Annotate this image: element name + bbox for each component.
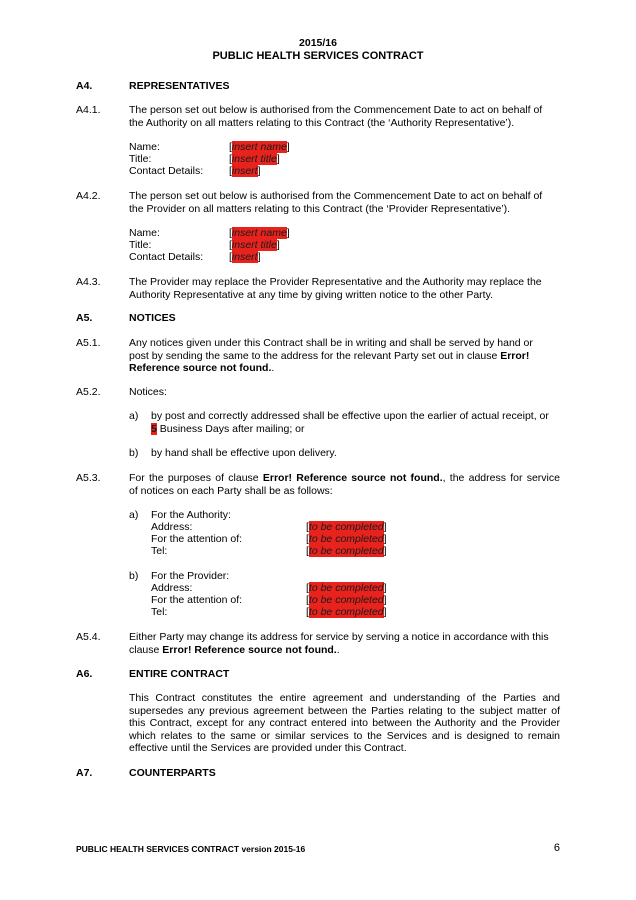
text-run: For the purposes of clause — [129, 472, 259, 484]
page-title: PUBLIC HEALTH SERVICES CONTRACT — [212, 50, 424, 62]
text-line: effective until the Services are provided under this Contract. — [129, 742, 407, 755]
placeholder-highlight: insert — [231, 251, 258, 263]
text-line — [129, 644, 560, 657]
field-label: Address: — [151, 582, 193, 594]
placeholder-highlight: 5 — [151, 422, 157, 435]
placeholder-highlight: insert title — [231, 153, 277, 165]
clause-text — [129, 631, 560, 656]
clause-text — [129, 104, 560, 129]
text-run: . — [336, 643, 340, 656]
placeholder-field: [insert name] — [229, 141, 290, 153]
placeholder-field: [to be completed] — [306, 606, 387, 618]
list-marker: a) — [129, 509, 139, 521]
field-label: Name: — [129, 141, 160, 153]
text-line: The person set out below is authorised from the Commencement Date to act on behalf of — [129, 104, 543, 116]
text-line: the Authority on all matters relating to this Contract (the ‘Authority Representative’). — [129, 116, 515, 129]
placeholder-field: [to be completed] — [306, 521, 387, 533]
text-line: The Provider may replace the Provider Representative and the Authority may replace the — [129, 276, 542, 288]
text-line — [129, 362, 560, 375]
clause-text — [129, 337, 560, 375]
cross-reference-error: Error! — [500, 349, 530, 362]
placeholder-field: [insert] — [229, 251, 261, 263]
footer-text: PUBLIC HEALTH SERVICES CONTRACT version 2015-16 — [76, 844, 306, 854]
list-item: by hand shall be effective upon delivery. — [151, 447, 337, 459]
text-line: the Provider on all matters relating to this Contract (the ‘Provider Representative’). — [129, 202, 511, 215]
text-run: clause — [129, 643, 160, 656]
clause-number: A5.3. — [76, 472, 101, 484]
clause-number: A5.1. — [76, 337, 101, 349]
placeholder-field: [insert title] — [229, 153, 280, 165]
text-line: Any notices given under this Contract shall be in writing and shall be served by hand or — [129, 337, 533, 349]
placeholder-field: [to be completed] — [306, 533, 387, 545]
text-line: The person set out below is authorised from the Commencement Date to act on behalf of — [129, 190, 543, 202]
clause-number: A4.3. — [76, 276, 101, 288]
party-heading: For the Provider: — [151, 570, 230, 582]
header-year: 2015/16 — [299, 37, 337, 49]
placeholder-field: [insert] — [229, 165, 261, 177]
text-line: supersedes any previous agreement between the Parties relating to the subject matter of — [129, 704, 560, 717]
section-number: A6. — [76, 668, 93, 680]
text-line: by post and correctly addressed shall be effective upon the earlier of actual receipt, or — [151, 410, 549, 422]
text-run: post by sending the same to the address for the relevant Party set out in clause — [129, 349, 498, 362]
placeholder-highlight: insert name — [231, 227, 287, 239]
list-item — [151, 410, 560, 435]
placeholder-field: [to be completed] — [306, 582, 387, 594]
list-marker: b) — [129, 570, 139, 582]
section-number: A4. — [76, 80, 93, 92]
section-number: A7. — [76, 767, 93, 779]
section-number: A5. — [76, 312, 93, 324]
text-line: of notices on each Party shall be as follows: — [129, 484, 333, 497]
section-heading: ENTIRE CONTRACT — [129, 668, 230, 680]
section-heading: COUNTERPARTS — [129, 767, 216, 779]
clause-text — [129, 472, 560, 497]
field-label: Tel: — [151, 545, 168, 557]
placeholder-highlight: to be completed — [308, 594, 384, 606]
text-run: Business Days after mailing; or — [156, 422, 305, 435]
text-line — [151, 423, 560, 436]
field-label: Name: — [129, 227, 160, 239]
text-line — [129, 472, 560, 485]
placeholder-highlight: insert name — [231, 141, 287, 153]
page-number: 6 — [553, 842, 560, 854]
field-label: Title: — [129, 153, 152, 165]
field-label: For the attention of: — [151, 594, 243, 606]
field-label: Tel: — [151, 606, 168, 618]
text-line: Authority Representative at any time by giving written notice to the other Party. — [129, 288, 493, 301]
clause-text: Notices: — [129, 386, 167, 398]
text-line: which relates to the same or similar services to the Services and is designed to remain — [129, 729, 560, 742]
clause-text — [129, 692, 560, 755]
cross-reference-error: Reference source not found. — [129, 362, 272, 375]
clause-text — [129, 190, 560, 215]
field-label: Contact Details: — [129, 165, 204, 177]
placeholder-highlight: insert title — [231, 239, 277, 251]
placeholder-field: [insert title] — [229, 239, 280, 251]
cross-reference-error: Error! Reference source not found. — [262, 472, 443, 484]
text-run: , the address for service — [442, 472, 560, 484]
placeholder-field: [insert name] — [229, 227, 290, 239]
list-marker: b) — [129, 447, 139, 459]
section-heading: NOTICES — [129, 312, 176, 324]
placeholder-field: [to be completed] — [306, 545, 387, 557]
placeholder-highlight: to be completed — [308, 533, 384, 545]
party-heading: For the Authority: — [151, 509, 231, 521]
clause-text — [129, 276, 560, 301]
text-line: This Contract constitutes the entire agreement and understanding of the Parties and — [129, 692, 560, 704]
field-label: Contact Details: — [129, 251, 204, 263]
section-heading: REPRESENTATIVES — [129, 80, 230, 92]
text-line: Either Party may change its address for service by serving a notice in accordance with this — [129, 631, 549, 643]
placeholder-highlight: insert — [231, 165, 258, 177]
placeholder-highlight: to be completed — [308, 545, 384, 557]
clause-number: A5.4. — [76, 631, 101, 643]
text-run: . — [271, 362, 275, 375]
field-label: For the attention of: — [151, 533, 243, 545]
placeholder-highlight: to be completed — [308, 582, 384, 594]
clause-number: A4.1. — [76, 104, 101, 116]
clause-number: A4.2. — [76, 190, 101, 202]
text-line: this Contract, except for any contract entered into between the Authority and the Provider — [129, 717, 560, 730]
text-line — [129, 350, 560, 363]
field-label: Address: — [151, 521, 193, 533]
field-label: Title: — [129, 239, 152, 251]
clause-number: A5.2. — [76, 386, 101, 398]
list-marker: a) — [129, 410, 139, 422]
cross-reference-error: Error! Reference source not found. — [162, 643, 337, 656]
placeholder-highlight: to be completed — [308, 606, 384, 618]
placeholder-highlight: to be completed — [308, 521, 384, 533]
placeholder-field: [to be completed] — [306, 594, 387, 606]
